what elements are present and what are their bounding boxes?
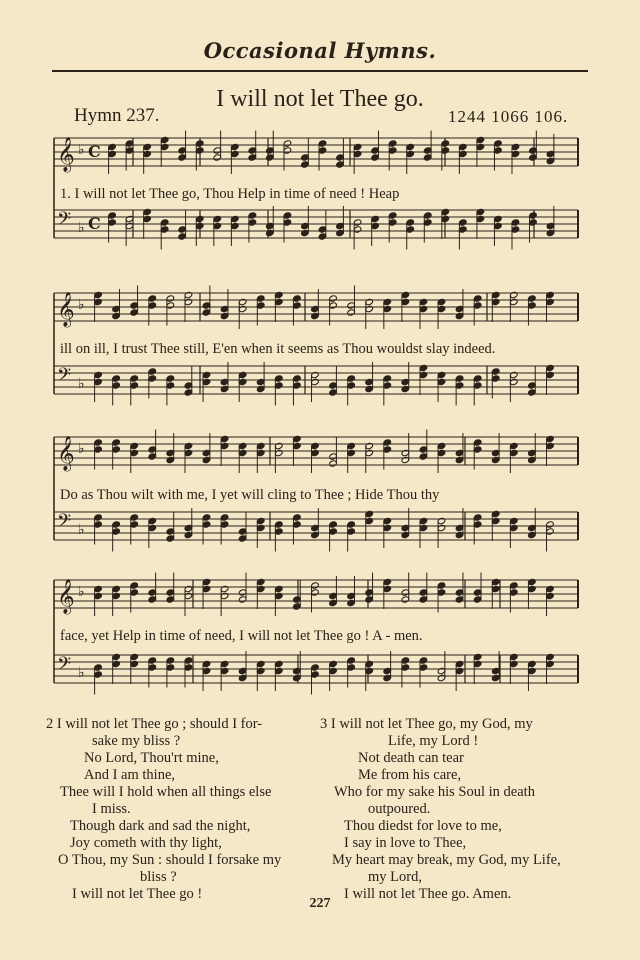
lyric-line-3: Do as Thou wilt with me, I yet will cling to Thee ; Hide Thou thy bbox=[60, 487, 440, 503]
verse-3-line: I say in love to Thee, bbox=[344, 835, 467, 851]
verses-block bbox=[0, 716, 640, 902]
verse-2-line: bliss ? bbox=[140, 869, 177, 885]
verse-2-line: 2 I will not let Thee go ; should I for- bbox=[46, 716, 263, 732]
verse-3-line: outpoured. bbox=[368, 801, 431, 817]
flat-icon: ♭ bbox=[78, 220, 85, 236]
verse-3-line: Me from his care, bbox=[358, 767, 462, 783]
verse-3-line: My heart may break, my God, my Life, bbox=[332, 852, 561, 868]
verse-2-line: No Lord, Thou'rt mine, bbox=[84, 750, 219, 766]
hymn-title: I will not let Thee go. bbox=[216, 86, 424, 112]
verse-3-line: my Lord, bbox=[368, 869, 422, 885]
verse-3-line: I will not let Thee go. Amen. bbox=[344, 886, 512, 902]
lyric-line-2: ill on ill, I trust Thee still, E'en when it seems as Thou wouldst slay indeed. bbox=[60, 341, 496, 357]
verse-2-line: Though dark and sad the night, bbox=[70, 818, 251, 834]
lyric-line-4: face, yet Help in time of need, I will not let Thee go ! A - men. bbox=[60, 628, 423, 644]
verse-2-line: And I am thine, bbox=[84, 767, 176, 783]
verse-3-line: Not death can tear bbox=[358, 750, 464, 766]
verse-3-line: Thou diedst for love to me, bbox=[344, 818, 502, 834]
time-signature: C bbox=[88, 214, 101, 233]
verse-3-line: Who for my sake his Soul in death bbox=[334, 784, 535, 800]
verse-2-line: I miss. bbox=[92, 801, 131, 817]
flat-icon: ♭ bbox=[78, 584, 85, 600]
hymn-number: Hymn 237. bbox=[74, 105, 160, 126]
bass-clef-icon: 𝄢 bbox=[57, 654, 72, 679]
verse-2-line: sake my bliss ? bbox=[92, 733, 181, 749]
verse-3-line: Life, my Lord ! bbox=[388, 733, 479, 749]
flat-icon: ♭ bbox=[78, 665, 85, 681]
bass-clef-icon: 𝄢 bbox=[57, 511, 72, 536]
verse-2-line: Thee will I hold when all things else bbox=[60, 784, 272, 800]
treble-clef-icon: 𝄞 bbox=[57, 292, 75, 327]
verse-3-line: 3 I will not let Thee go, my God, my bbox=[320, 716, 533, 732]
flat-icon: ♭ bbox=[78, 376, 85, 392]
time-signature: C bbox=[88, 142, 101, 161]
treble-clef-icon: 𝄞 bbox=[57, 579, 75, 614]
bass-clef-icon: 𝄢 bbox=[57, 209, 72, 234]
flat-icon: ♭ bbox=[78, 297, 85, 313]
flat-icon: ♭ bbox=[78, 441, 85, 457]
bass-clef-icon: 𝄢 bbox=[57, 365, 72, 390]
treble-clef-icon: 𝄞 bbox=[57, 137, 75, 172]
verse-2-line: I will not let Thee go ! bbox=[72, 886, 203, 902]
hymn-meter: 1244 1066 106. bbox=[448, 107, 569, 126]
verse-2-line: Joy cometh with thy light, bbox=[70, 835, 222, 851]
verse-2-line: O Thou, my Sun : should I forsake my bbox=[58, 852, 282, 868]
lyric-line-1: 1. I will not let Thee go, Thou Help in time of need ! Heap bbox=[60, 186, 400, 202]
treble-clef-icon: 𝄞 bbox=[57, 436, 75, 471]
page-number: 227 bbox=[309, 896, 331, 911]
flat-icon: ♭ bbox=[78, 522, 85, 538]
running-head: Occasional Hymns. bbox=[203, 38, 437, 63]
flat-icon: ♭ bbox=[78, 142, 85, 158]
